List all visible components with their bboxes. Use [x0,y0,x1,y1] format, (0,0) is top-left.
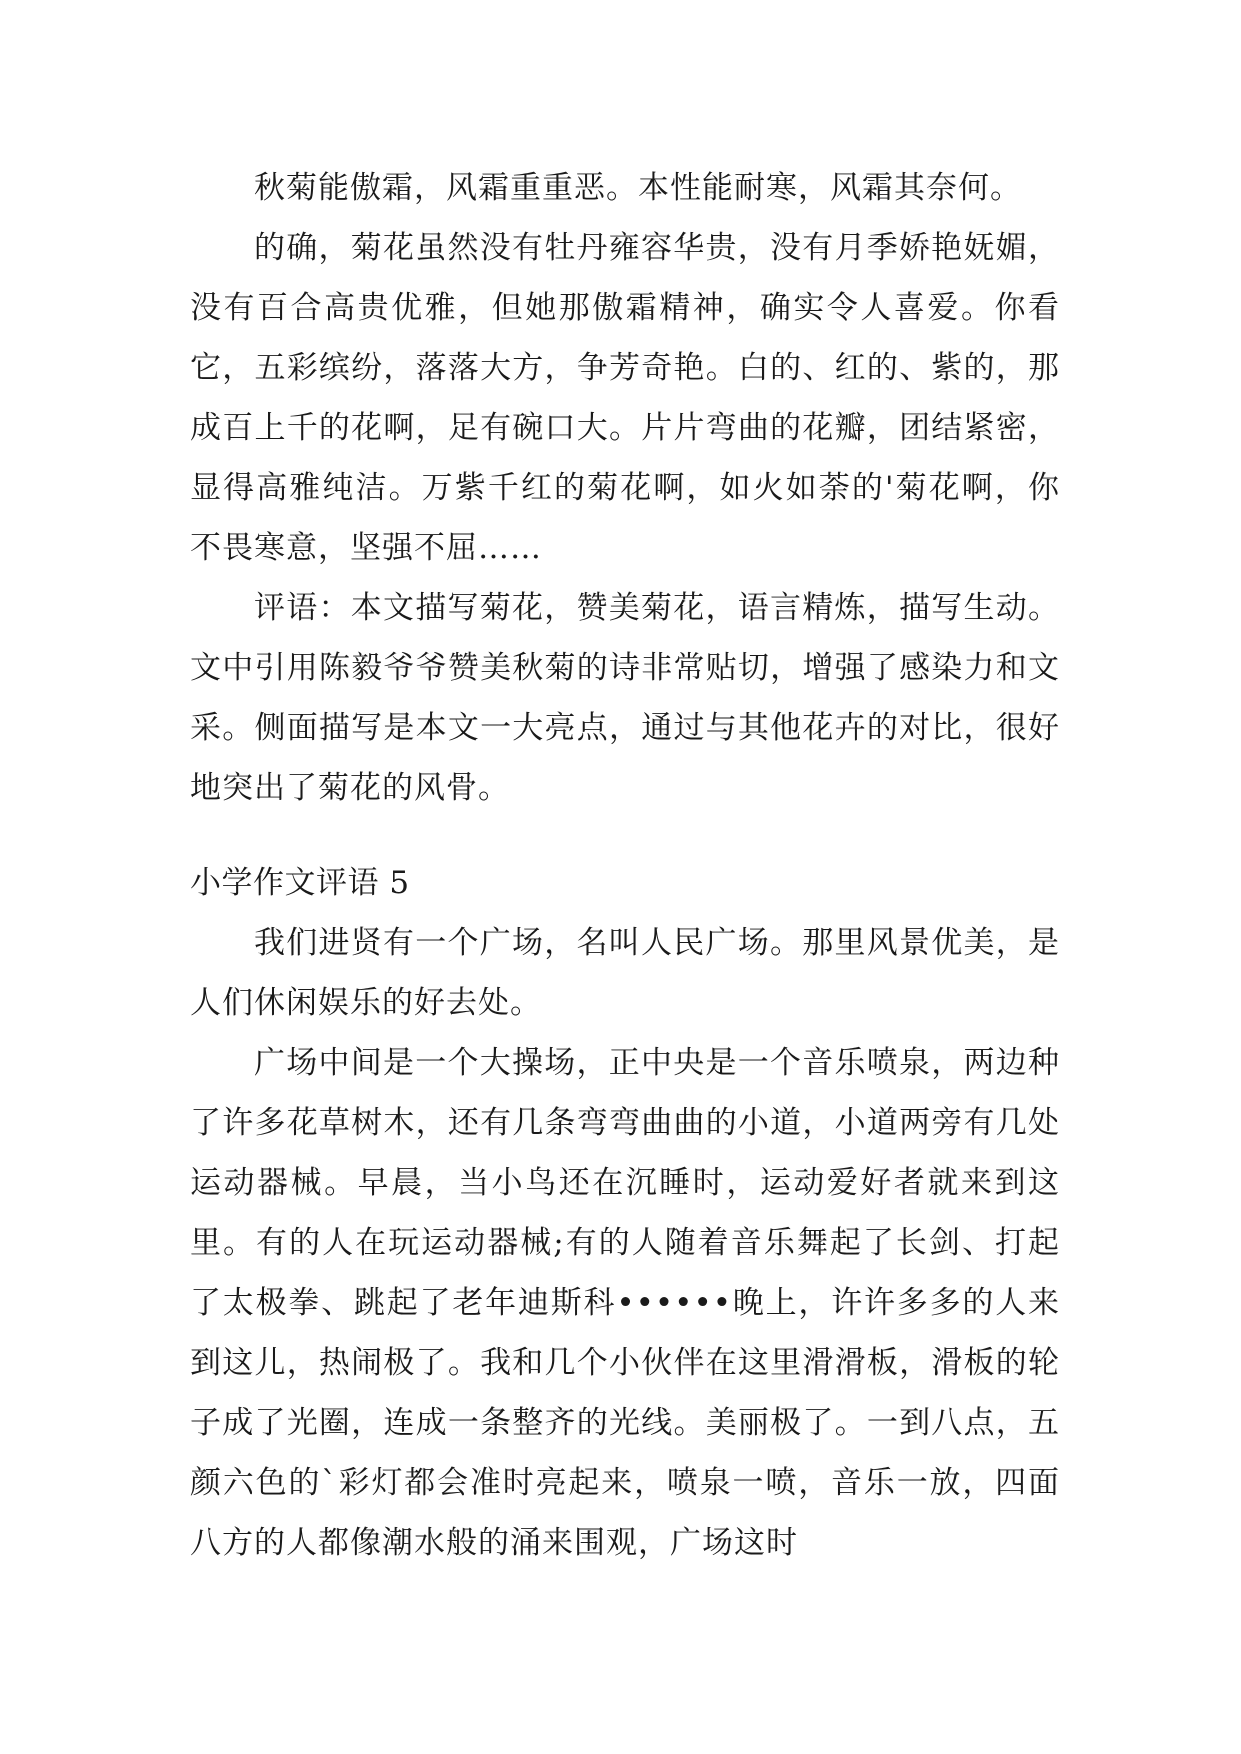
essay-five-section [190,853,1060,1573]
poem-paragraph: 秋菊能傲霜，风霜重重恶。本性能耐寒，风霜其奈何。 [254,170,1022,206]
comment-paragraph: 评语：本文描写菊花，赞美菊花，语言精炼，描写生动。文中引用陈毅爷爷赞美秋菊的诗非常贴切，增强了感染力和文采。侧面描写是本文一大亮点，通过与其他花卉的对比，很好地突出了菊花的风骨。 [190,590,1060,806]
chrysanthemum-essay-section [190,158,1060,818]
section-heading: 小学作文评语 5 [190,865,410,901]
square-description-paragraph: 广场中间是一个大操场，正中央是一个音乐喷泉，两边种了许多花草树木，还有几条弯弯曲曲的小道，小道两旁有几处运动器械。早晨，当小鸟还在沉睡时，运动爱好者就来到这里。有的人在玩运动器械;有的人随着音乐舞起了长剑、打起了太极拳、跳起了老年迪斯科••••••晚上，许许多多的人来到这儿，热闹极了。我和几个小伙伴在这里滑滑板，滑板的轮子成了光圈，连成一条整齐的光线。美丽极了。一到八点，五颜六色的`彩灯都会准时亮起来，喷泉一喷，音乐一放，四面八方的人都像潮水般的涌来围观，广场这时 [190,1045,1060,1561]
intro-paragraph: 我们进贤有一个广场，名叫人民广场。那里风景优美，是人们休闲娱乐的好去处。 [190,925,1060,1021]
essay-body-paragraph: 的确，菊花虽然没有牡丹雍容华贵，没有月季娇艳妩媚，没有百合高贵优雅，但她那傲霜精神，确实令人喜爱。你看它，五彩缤纷，落落大方，争芳奇艳。白的、红的、紫的，那成百上千的花啊，足有碗口大。片片弯曲的花瓣，团结紧密，显得高雅纯洁。万紫千红的菊花啊，如火如荼的'菊花啊，你不畏寒意，坚强不屈…… [190,230,1060,566]
